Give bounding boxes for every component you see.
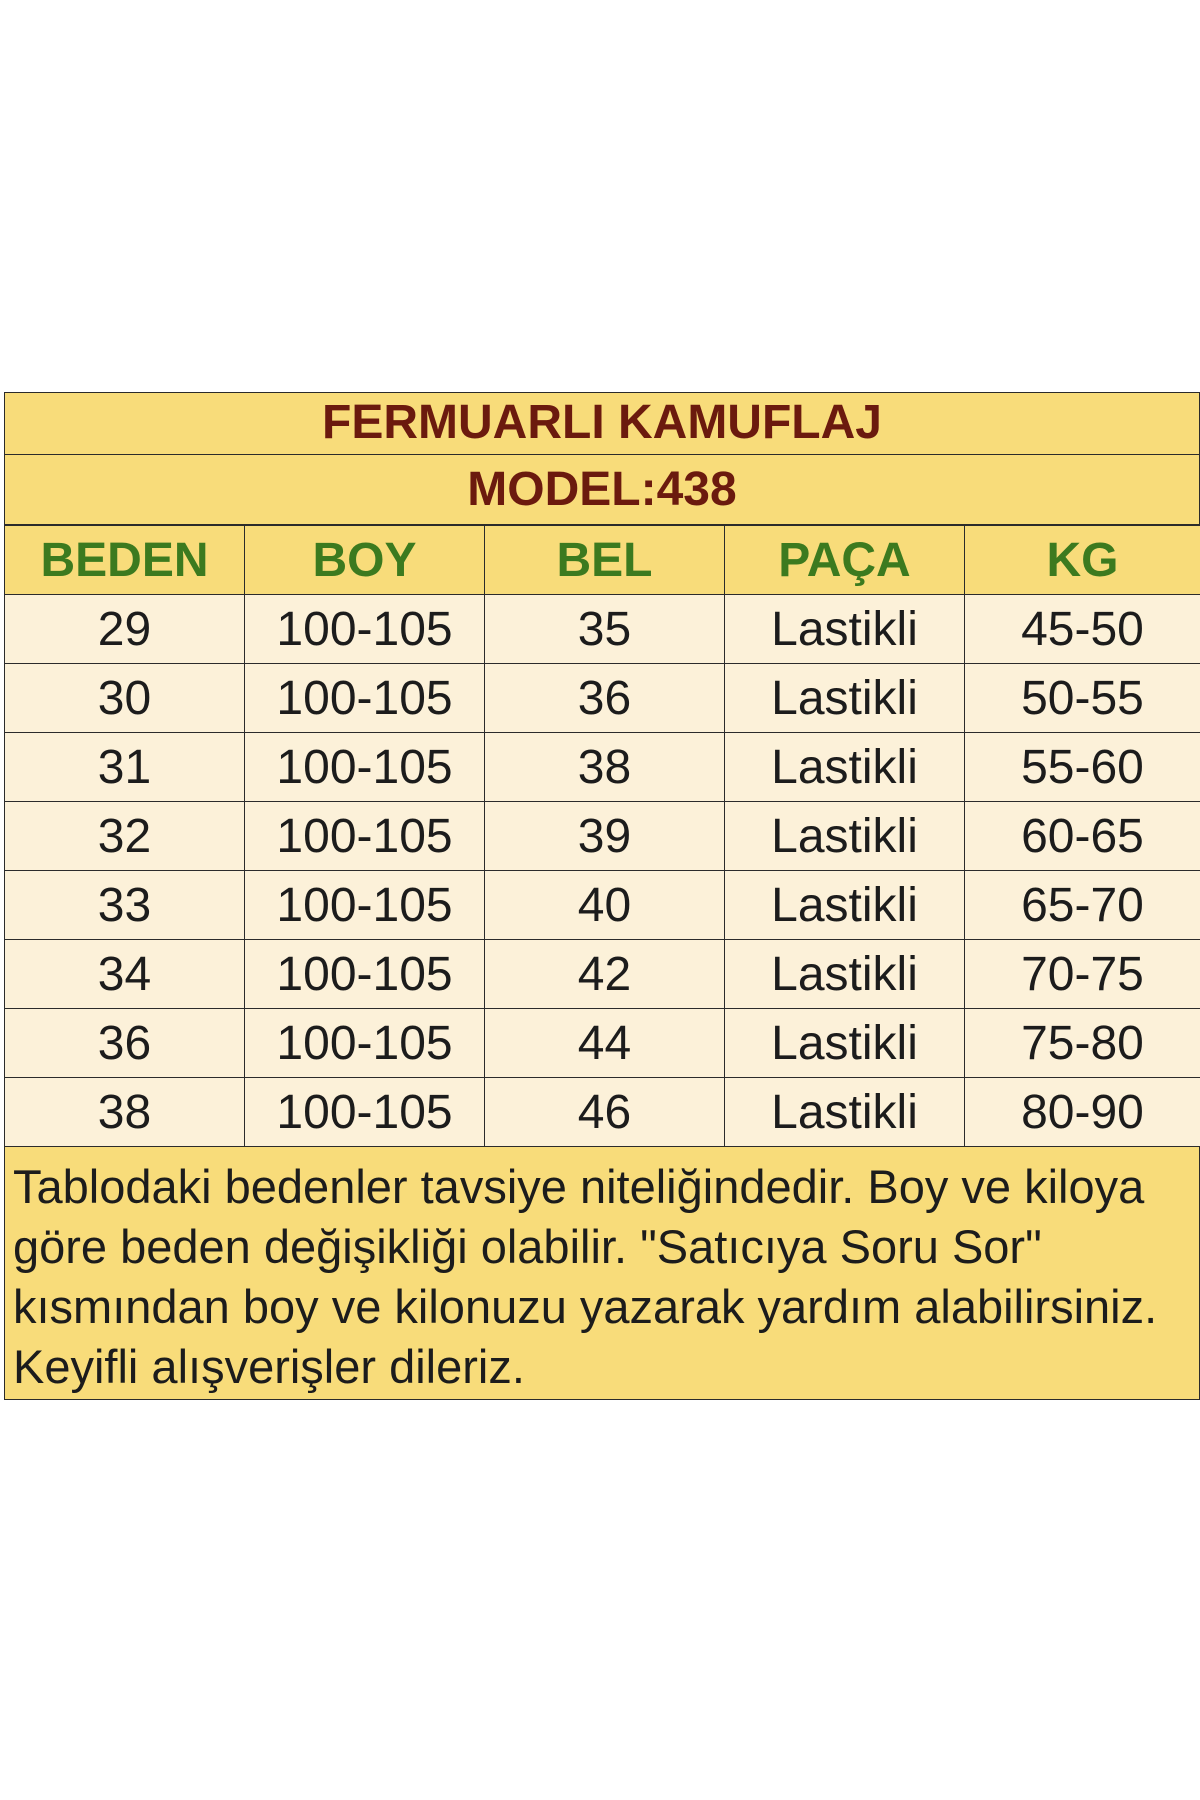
cell-bel: 42: [485, 940, 725, 1009]
cell-kg: 75-80: [965, 1009, 1200, 1078]
table-row: [5, 1078, 1200, 1147]
cell-paca: Lastikli: [725, 940, 965, 1009]
cell-paca: Lastikli: [725, 1009, 965, 1078]
cell-bel: 44: [485, 1009, 725, 1078]
cell-bel: 36: [485, 664, 725, 733]
cell-bel: 39: [485, 802, 725, 871]
table-row: [5, 802, 1200, 871]
cell-beden: 36: [5, 1009, 245, 1078]
cell-beden: 38: [5, 1078, 245, 1147]
table-row: [5, 1009, 1200, 1078]
cell-bel: 38: [485, 733, 725, 802]
table-row: [5, 664, 1200, 733]
cell-beden: 31: [5, 733, 245, 802]
cell-beden: 34: [5, 940, 245, 1009]
cell-boy: 100-105: [245, 802, 485, 871]
cell-paca: Lastikli: [725, 733, 965, 802]
header-row: [5, 526, 1200, 595]
cell-paca: Lastikli: [725, 802, 965, 871]
cell-bel: 46: [485, 1078, 725, 1147]
cell-paca: Lastikli: [725, 595, 965, 664]
cell-paca: Lastikli: [725, 871, 965, 940]
cell-boy: 100-105: [245, 940, 485, 1009]
chart-title: FERMUARLI KAMUFLAJ: [4, 392, 1200, 455]
cell-kg: 55-60: [965, 733, 1200, 802]
cell-kg: 65-70: [965, 871, 1200, 940]
model-number: MODEL:438: [4, 455, 1200, 525]
column-header-boy: BOY: [245, 526, 485, 595]
cell-boy: 100-105: [245, 733, 485, 802]
cell-beden: 33: [5, 871, 245, 940]
cell-boy: 100-105: [245, 1009, 485, 1078]
size-chart: [4, 392, 1200, 1400]
cell-kg: 60-65: [965, 802, 1200, 871]
size-advice-note: Tablodaki bedenler tavsiye niteliğindedir. Boy ve kiloya göre beden değişikliği olabilir. "Satıcıya Soru Sor" kısmından boy ve kilonuzu yazarak yardım alabilirsiniz. Keyifli alışverişler dileriz.: [4, 1147, 1200, 1400]
cell-kg: 45-50: [965, 595, 1200, 664]
cell-kg: 80-90: [965, 1078, 1200, 1147]
cell-paca: Lastikli: [725, 664, 965, 733]
cell-kg: 70-75: [965, 940, 1200, 1009]
cell-beden: 30: [5, 664, 245, 733]
column-header-kg: KG: [965, 526, 1200, 595]
cell-beden: 29: [5, 595, 245, 664]
column-header-beden: BEDEN: [5, 526, 245, 595]
column-header-bel: BEL: [485, 526, 725, 595]
column-header-paca: PAÇA: [725, 526, 965, 595]
cell-bel: 35: [485, 595, 725, 664]
cell-boy: 100-105: [245, 1078, 485, 1147]
table-row: [5, 733, 1200, 802]
cell-boy: 100-105: [245, 595, 485, 664]
cell-bel: 40: [485, 871, 725, 940]
table-row: [5, 871, 1200, 940]
size-table: [4, 525, 1200, 1147]
table-row: [5, 595, 1200, 664]
cell-boy: 100-105: [245, 664, 485, 733]
table-row: [5, 940, 1200, 1009]
cell-paca: Lastikli: [725, 1078, 965, 1147]
cell-kg: 50-55: [965, 664, 1200, 733]
cell-beden: 32: [5, 802, 245, 871]
cell-boy: 100-105: [245, 871, 485, 940]
